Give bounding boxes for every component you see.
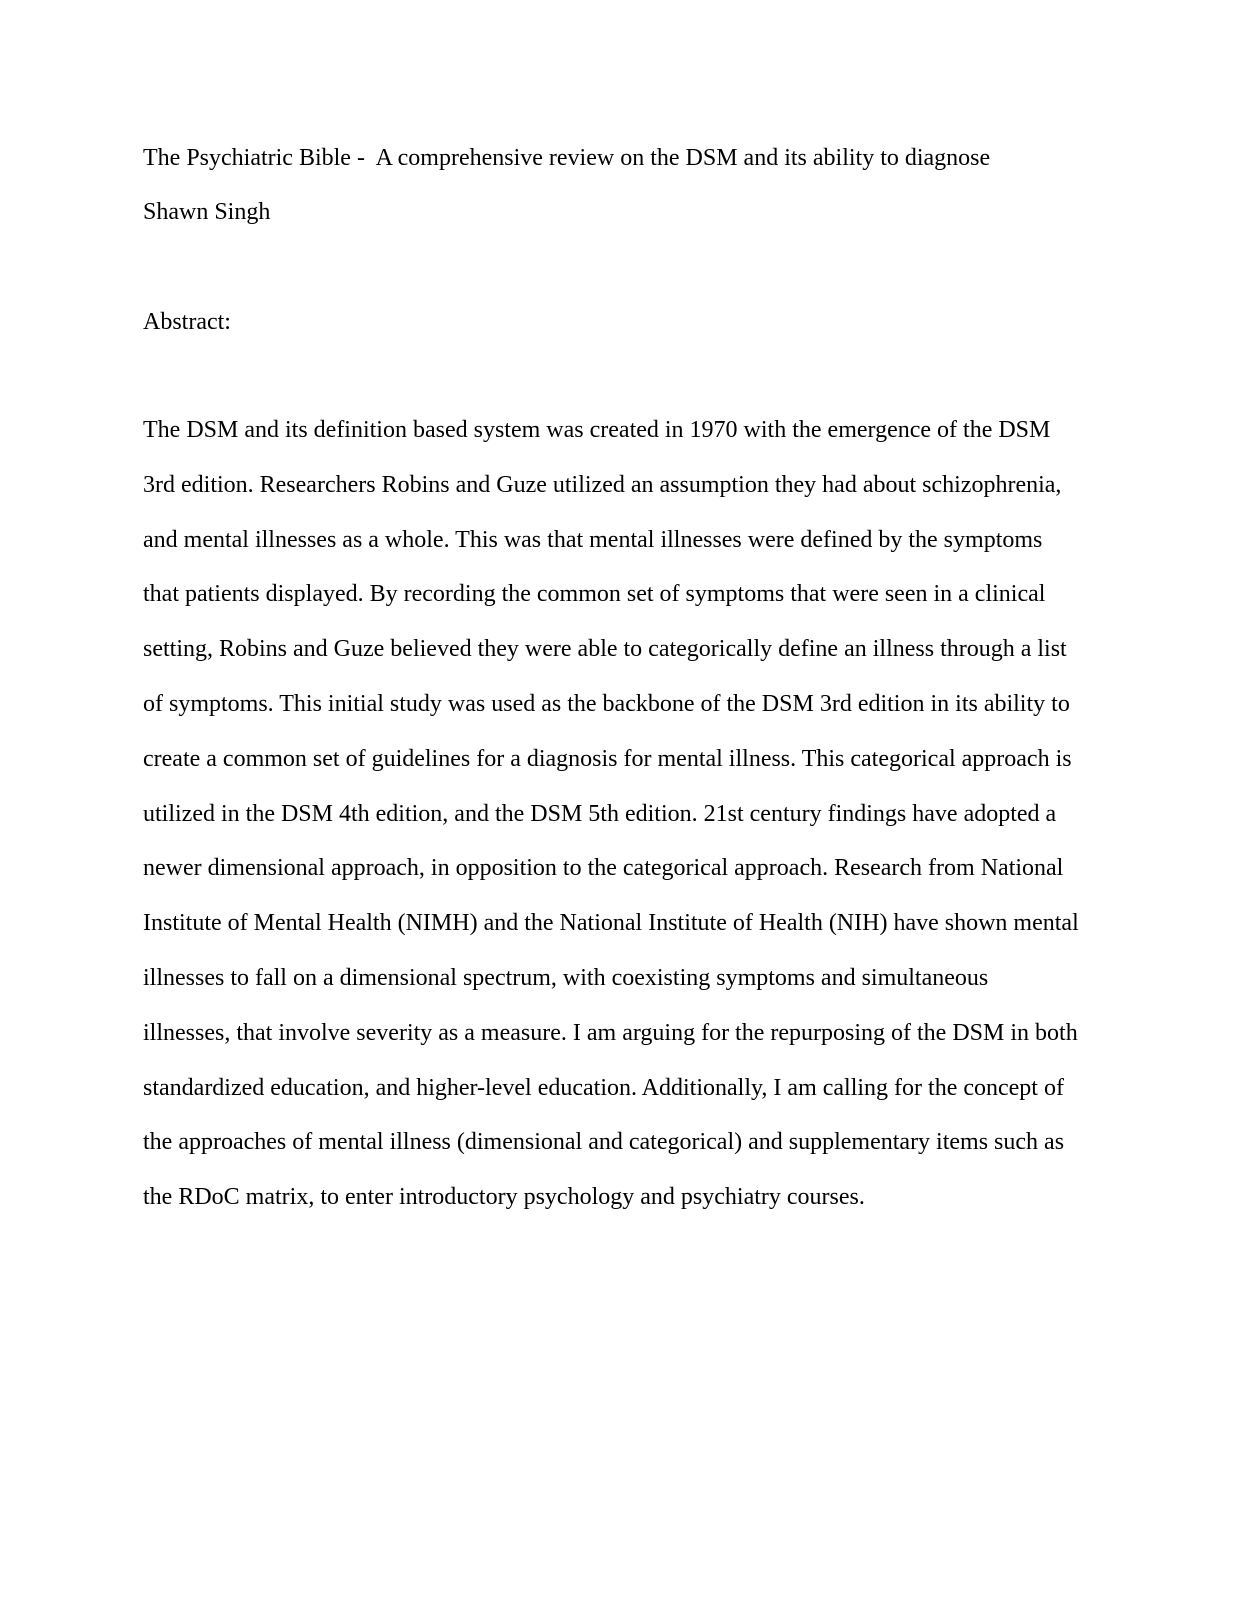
abstract-line: the RDoC matrix, to enter introductory psychology and psychiatry courses. (143, 1184, 865, 1211)
author-name: Shawn Singh (143, 199, 271, 225)
abstract-heading: Abstract: (143, 309, 231, 335)
abstract-line: illnesses to fall on a dimensional spectrum, with coexisting symptoms and simultaneous (143, 964, 989, 991)
abstract-line: utilized in the DSM 4th edition, and the DSM 5th edition. 21st century findings have adopted a (143, 800, 1057, 827)
paper-title: The Psychiatric Bible - A comprehensive review on the DSM and its ability to diagnose (143, 145, 991, 171)
abstract-line: and mental illnesses as a whole. This was that mental illnesses were defined by the symptoms (143, 526, 1043, 553)
abstract-line: Institute of Mental Health (NIMH) and the National Institute of Health (NIH) have shown mental (143, 910, 1079, 937)
abstract-line: standardized education, and higher-level education. Additionally, I am calling for the concept of (143, 1074, 1064, 1101)
abstract-line: of symptoms. This initial study was used as the backbone of the DSM 3rd edition in its ability to (143, 690, 1070, 717)
abstract-body (143, 412, 1093, 1234)
abstract-line: setting, Robins and Guze believed they were able to categorically define an illness through a list (143, 636, 1067, 663)
abstract-line: The DSM and its definition based system was created in 1970 with the emergence of the DSM (143, 417, 1051, 443)
abstract-line: create a common set of guidelines for a diagnosis for mental illness. This categorical approach is (143, 745, 1072, 772)
abstract-line: illnesses, that involve severity as a measure. I am arguing for the repurposing of the DSM in both (143, 1019, 1078, 1046)
abstract-line: newer dimensional approach, in opposition to the categorical approach. Research from National (143, 855, 1064, 882)
abstract-line: that patients displayed. By recording the common set of symptoms that were seen in a clinical (143, 581, 1046, 608)
abstract-line: the approaches of mental illness (dimensional and categorical) and supplementary items such as (143, 1129, 1065, 1156)
abstract-line: 3rd edition. Researchers Robins and Guze utilized an assumption they had about schizophrenia, (143, 471, 1062, 498)
